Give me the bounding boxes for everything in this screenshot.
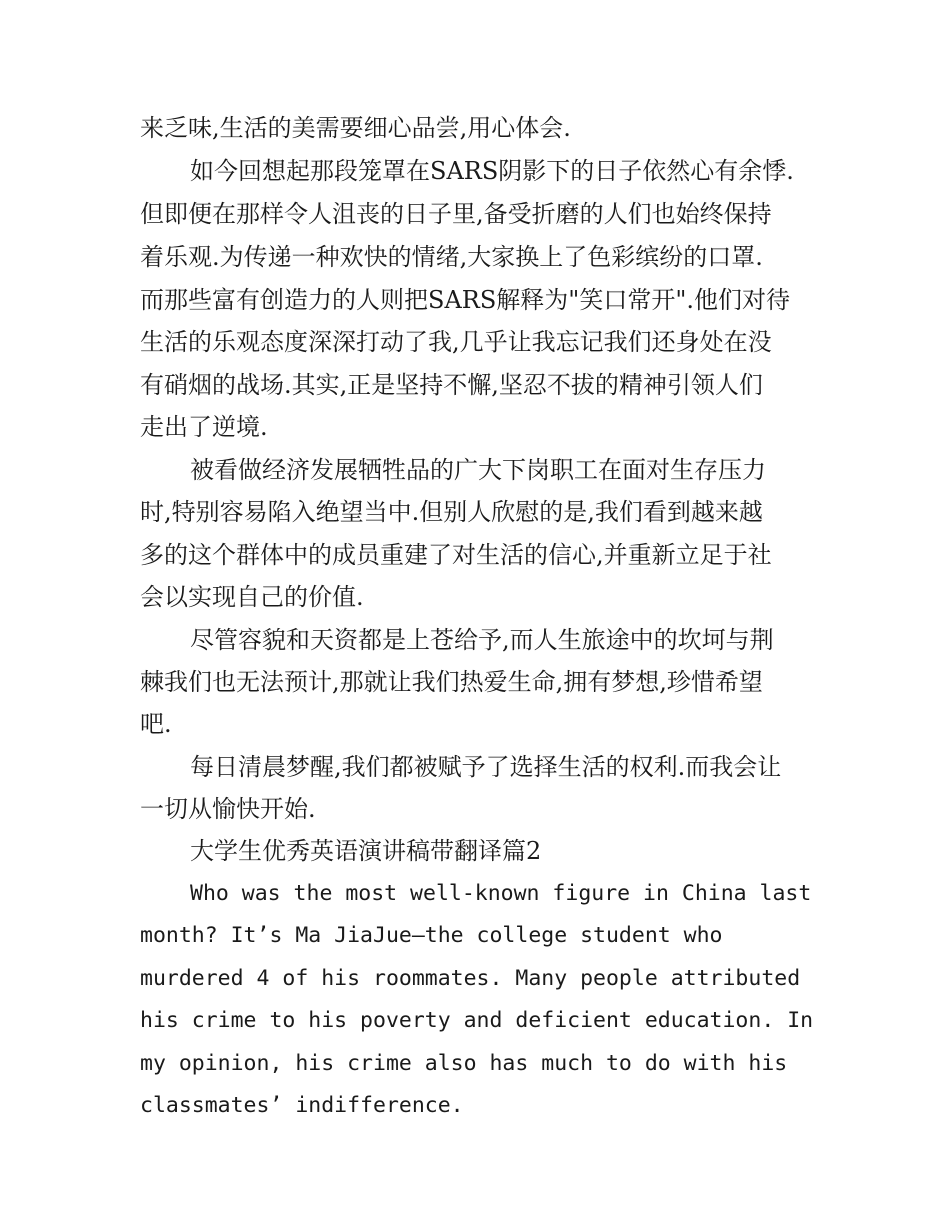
text-line: 着乐观.为传递一种欢快的情绪,大家换上了色彩缤纷的口罩.: [140, 243, 763, 271]
text-line: classmates’ indifference.: [140, 1093, 464, 1118]
text-line: 来乏味,生活的美需要细心品尝,用心体会.: [140, 114, 571, 142]
text-line: my opinion, his crime also has much to do with his: [140, 1051, 788, 1076]
text-line: his crime to his poverty and deficient education. In: [140, 1008, 814, 1033]
text-line: 有硝烟的战场.其实,正是坚持不懈,坚忍不拔的精神引领人们: [140, 371, 763, 399]
text-line: 但即便在那样令人沮丧的日子里,备受折磨的人们也始终保持: [140, 200, 772, 228]
text-line: 而那些富有创造力的人则把SARS解释为"笑口常开".他们对待: [140, 286, 790, 314]
paragraph-start: 如今回想起那段笼罩在SARS阴影下的日子依然心有余悸.: [190, 157, 794, 185]
text-line: 会以实现自己的价值.: [140, 583, 364, 611]
paragraph-start: 每日清晨梦醒,我们都被赋予了选择生活的权利.而我会让: [190, 753, 782, 781]
text-line: 一切从愉快开始.: [140, 795, 316, 823]
text-line: month? It’s Ma JiaJue—the college student who: [140, 923, 723, 948]
section-heading: 大学生优秀英语演讲稿带翻译篇2: [190, 837, 542, 865]
paragraph-start: 尽管容貌和天资都是上苍给予,而人生旅途中的坎坷与荆: [190, 626, 774, 654]
text-line: 吧.: [140, 710, 172, 738]
paragraph-start: Who was the most well-known figure in China last: [190, 881, 812, 906]
text-line: 时,特别容易陷入绝望当中.但别人欣慰的是,我们看到越来越: [140, 498, 763, 526]
paragraph-start: 被看做经济发展牺牲品的广大下岗职工在面对生存压力: [190, 456, 766, 484]
text-line: 棘我们也无法预计,那就让我们热爱生命,拥有梦想,珍惜希望: [140, 668, 763, 696]
text-line: 走出了逆境.: [140, 413, 268, 441]
text-line: murdered 4 of his roommates. Many people attributed: [140, 966, 801, 991]
text-line: 多的这个群体中的成员重建了对生活的信心,并重新立足于社: [140, 541, 772, 569]
text-line: 生活的乐观态度深深打动了我,几乎让我忘记我们还身处在没: [140, 328, 772, 356]
